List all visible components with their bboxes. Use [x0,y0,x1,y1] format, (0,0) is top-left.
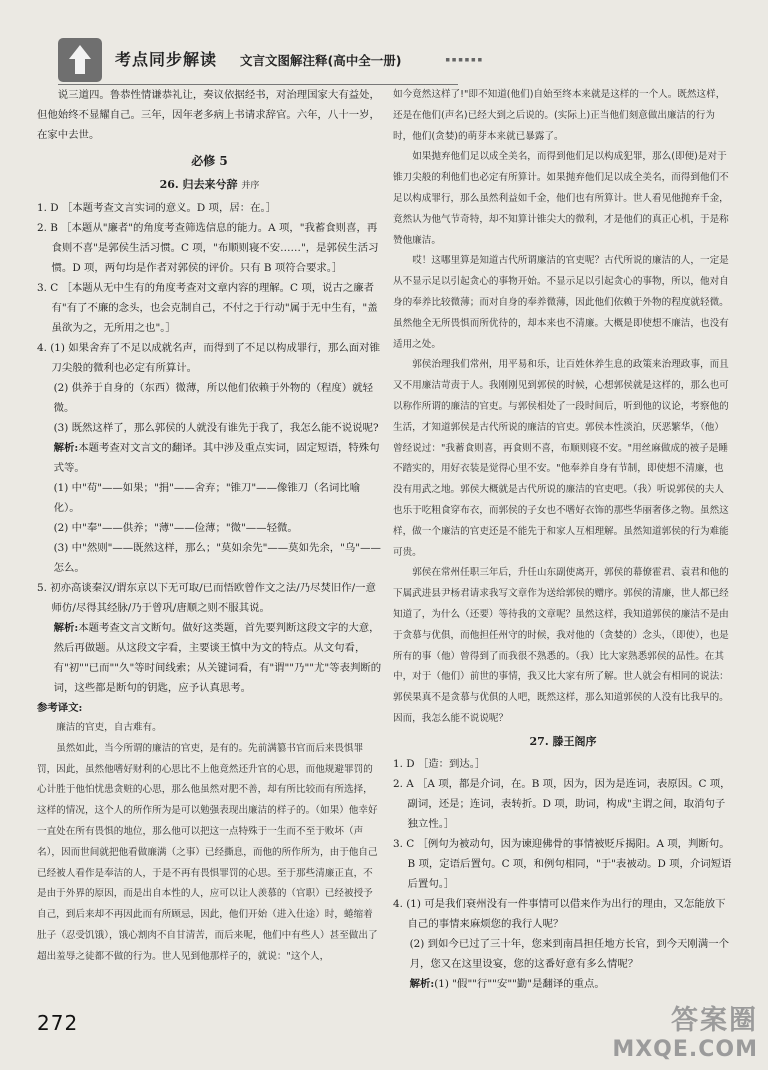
analysis-4-item-1: (1) 中"苟"——如果；"捐"——舍弃；"锥刀"——像锥刀（名词比喻化）。 [53,482,361,514]
lesson-26-title [37,175,382,196]
translation-continued-2: 如果抛弃他们足以成全美名，而得到他们足以构成犯罪，那么(即便)是对于锥刀尖般的利他们也必定有所算计。如果抛弃他们足以成全美名，而得到他们不足以构成罪行，那么虽然利益如千金，他们也有所算计。世人看见他抛弃千金，竟然认为他气节奇特，却不知算计锥尖大的微利，才是他们的真正心机，于是称赞他廉洁。 [393,151,729,246]
analysis-4 [37,438,382,478]
watermark-text: 答案圈 [671,1005,758,1036]
translation-continued-5: 郭侯在常州任职三年后，升任山东副使离开，郭侯的幕僚霍君、袁君和他的下属武进县尹杨君请求我写文章作为送给郭侯的赠序。郭侯的清廉，世人都已经知道了，为什么（还要）等待我的文章呢？虽然这样，我知道郭侯的廉洁不是由于贪慕与优俱，而他担任州守的时候，我对他的（贪婪的）念头，（即使），也是所有的事（他）曾得到了而我很不熟悉的。（我）比大家熟悉郭侯的品性。在其中，对于（他们）前世的事情，我又比大家有所了解。世人就会有相同的说法：郭侯果真不是贪慕与优俱的人吧，既然这样，那么知道郭侯的人没有比我早的。因而，我怎么能不说说呢？ [393,567,729,724]
intro-paragraph: 说三道四。鲁恭性情谦恭礼让，奏议依据经书，对治理国家大有益处，但他始终不显耀自己。三年，因年老多病上书请求辞官。六年，八十一岁，在家中去世。 [37,89,380,141]
lesson-27-title: 27. 滕王阁序 [529,734,597,748]
answer-3: 3. C ［本题从无中生有的角度考查对文章内容的理解。C 项，说古之廉者有"有了不廉的念头，也会克制自己，不付之于行动"属于无中生有，"盖虽欲为之，无所用之也"。］ [37,282,378,334]
reference-translation-label: 参考译文: [37,702,83,714]
left-column [37,85,382,968]
answer-4-part-1: 4. (1) 如果舍弃了不足以成就名声，而得到了不足以构成罪行，那么面对锥刀尖般的微利也必定有所算计。 [37,342,380,374]
reference-translation-title: 廉洁的官吏，自古难有。 [56,722,162,733]
analysis-4-item-3: (3) 中"然则"——既然这样，那么；"莫如余先"——莫如先余，"乌"——怎么。 [53,542,381,574]
analysis-5-label: 解析: [53,622,79,634]
watermark-url: MXQE.COM [612,1037,758,1062]
page-number: 272 [37,1011,79,1035]
lesson-26-name: 26. 归去来兮辞 [159,178,238,191]
book-logo-icon [58,38,102,82]
answer-5: 5. 初亦高谈秦汉/谓东京以下无可取/已而悟欧曾作文之法/乃尽焚旧作/一意师仿/尽得其经脉/乃于曾巩/唐顺之则不服其说。 [37,582,376,614]
translation-continued-1: 如今竟然这样了!"即不知道(他们)自始至终本来就是这样的一个人。既然这样，还是在他们(声名)已经大到之后说的。(实际上)正当他们刻意做出廉洁的行为时，他们(贪婪)的萌芽本来就已暴露了。 [393,89,726,142]
answer-27-4-part-2: (2) 到如今已过了三十年，您来到南昌担任地方长官，到今天刚满一个月，您又在这里设宴，您的这番好意有多么情呢？ [409,937,729,970]
section-heading: 必修 5 [191,154,228,168]
analysis-4-label: 解析: [53,442,79,454]
translation-continued-3: 哎！这哪里算是知道古代所谓廉洁的官吏呢？古代所说的廉洁的人，一定是从不显示足以引起贪心的事物开始。不显示足以引起贪心的事物，所以，他对自身的奉养比较微薄；而对自身的奉养微薄，因此他们依赖于外物的程度就轻微。虽然他全无所畏惧而所优待的，却本来也不清廉。大概是即使想不廉洁，也没有适用之处。 [393,255,729,350]
book-subtitle: 文言文图解注释(高中全一册) [240,53,402,68]
answer-27-4-part-1: 4. (1) 可是我们衰州没有一件事情可以借来作为出行的理由，又怎能放下自己的事情来麻烦您的我行人呢？ [393,897,726,930]
answer-4-part-3: (3) 既然这样了，那么郭侯的人就没有谁先于我了，我怎么能不说说呢? [53,422,379,434]
answer-2: 2. B ［本题从"廉者"的角度考查筛选信息的能力。A 项，"我蓄食则喜，再食则不喜"是郭侯生活习惯。C 项，"布顺则寝不安……"，是郭侯生活习惯。D 项，两句均是作者对郭侯的评价。只有 B 项符合要求。］ [37,222,379,274]
translation-continued-4: 郭侯治理我们常州，用平易和乐，让百姓休养生息的政策来治理政事，而且又不用廉洁苛责于人。我刚刚见到郭侯的时候，心想郭侯就是这样的，那么也可以称作所谓的廉洁的官吏。与郭侯相处了一段时间后，听到他的议论，考察他的生活，才知道郭侯是古代所说的廉洁的官吏。郭侯本性淡泊，厌恶繁华，（他）曾经说过："我蓄食则喜，再食则不喜，布顺则寝不安。"用丝麻做成的被子是睡不踏实的，用好衣装是觉得心里不安。"他奉养自身有节制，即使想不清廉，也没有用武之地。郭侯大概就是古代所说的廉洁的官吏吧。（我）听说郭侯的夫人也乐于吃粗食穿布衣，而郭侯的子女也不嗜好衣饰的那些华丽奢侈之物。虽然这样，做一个廉洁的官吏还是不能先于和家人互相理解。虽然知道郭侯的行为难能可贵。 [393,359,729,558]
right-column [393,85,733,994]
answer-4-part-2: (2) 供养于自身的（东西）微薄，所以他们依赖于外物的（程度）就轻微。 [53,382,373,414]
header-decoration: ▪▪▪▪▪▪ [445,55,484,65]
answer-27-2: 2. A ［A 项，都是介词，在。B 项，因为，因为是连词，表原因。C 项，副词，还是；连词，表转折。D 项，助词，构成"主谓之间，取消句子独立性。］ [393,777,731,830]
lesson-26-note: 并序 [241,181,260,191]
answer-1: 1. D ［本题考查文言实词的意义。D 项，居：在。］ [37,202,277,214]
analysis-4-item-2: (2) 中"奉"——供养；"薄"——俭薄；"微"——轻微。 [53,522,298,534]
analysis-27-label: 解析: [409,977,435,990]
answer-27-1: 1. D ［造：到达。］ [393,757,486,770]
analysis-27 [393,974,733,994]
answer-27-3: 3. C ［例句为被动句，因为谏迎佛骨的事情被贬斥揭阳。A 项，判断句。B 项，定语后置句。C 项，和例句相同，"于"表被动。D 项，介词短语后置句。］ [393,837,732,890]
analysis-4-text: 本题考查对文言文的翻译。其中涉及重点实词，固定短语，特殊句式等。 [53,442,380,474]
analysis-5-text: 本题考查文言文断句。做好这类题，首先要判断这段文字的大意，然后再做题。从这段文字看，主要谈王慎中为文的特点。从文句看，有"初""已而""久"等时间线索；从关键词看，有"谓""乃""尤"等表判断的词，这些都是断句的钥匙，应予认真思考。 [53,622,382,694]
analysis-27-text: (1) "假""行""安""勤"是翻译的重点。 [434,977,605,990]
book-series-title: 考点同步解读 [115,50,218,69]
reference-translation-body: 虽然如此，当今所谓的廉洁的官吏，是有的。先前满篡书官而后来畏惧罪罚，因此，虽然他嗜好财利的心思比不上他竟然还升官的心思，而他规避罪罚的心计胜于他怕忧患贪赃的心思，那么他虽然对肥不善，却有所比较而有所选择，这样的情况，这个人的所作所为是可以勉强表现出廉洁的样子的。（如果）他幸好一直处在所有畏惧的地位，那么他可以把这一点特殊于一生而不至于败坏（声名），因而世间就把他看做廉满（之事）已经撕息，而他的所作所为，由于他自己已经被人看作是奉洁的人，于是不再有畏惧罪罚的心思。至于那些清廉正直，不是由于外界的原因，而是出自本性的人，应可以让人羡慕的（官职）已经被授予自己，到后来却不再因此而有所顾忌，因此，他们开始（进入仕途）时，蜷缩着肚子（忍受饥饿），饿心割肉不自甘清苦，而后来呢，他们中有些人）甚至做出了超出羞辱之徒都不做的行为。世人见到他那样子的，就说："这个人， [37,742,378,962]
watermark [612,998,758,1062]
analysis-5 [37,618,382,698]
